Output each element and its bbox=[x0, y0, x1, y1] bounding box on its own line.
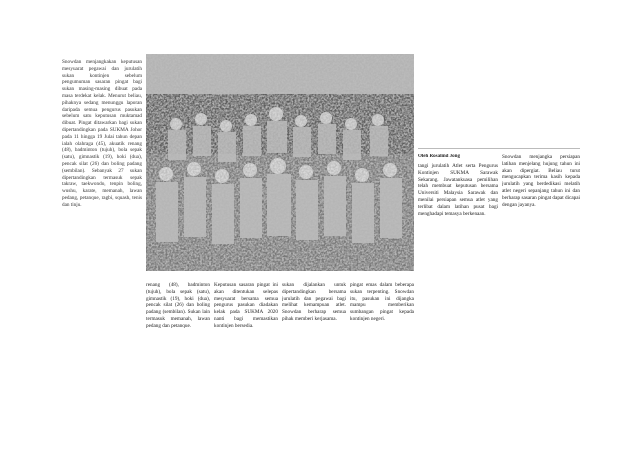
byline-2: Oleh Rosalind Jong bbox=[418, 154, 460, 159]
article-column-2: renang (48), badminton (tujuh), bola sepak (satu), gimnastik (19), hoki (dua), pencak silat (26) dan boling padang (sembilan). Sukan lain termasuk memanah, lawan pedang dan petanque. bbox=[146, 282, 210, 329]
article-column-3: Keputusan sasaran pingat ini akan ditentukan selepas mesyuarat bersama semua pengurus pasukan diadakan kelak pada SUKMA 2020 nanti bagi memastikan kontinjen bersedia. bbox=[214, 282, 278, 329]
article-column-4: sukan dijalankan untuk dipertandingkan bersama jurulatih dan pegawai bagi melihat kemampuan atlet. Snowdan berharap semua pihak memberi kerjasama. bbox=[282, 282, 346, 322]
divider bbox=[418, 148, 580, 149]
article-column-5: pingat emas dalam beberapa sukan terpenting. Snowdan itu, pasukan ini dijangka mampu memberikan sumbangan pingat kepada kontinjen negeri. bbox=[350, 282, 414, 322]
article-column-7: Snowdan menjangka persiapan latihan menjelang hujung tahun ini akan dipergiat. Beliau turut mengucapkan terima kasih kepada jurulatih yang berdedikasi melatih atlet negeri sepanjang tahun ini dan berharap sasaran pingat dapat dicapai dengan jayanya. bbox=[502, 154, 580, 208]
article-column-1: Snowdan menjangkakan keputusan mesyuarat pegawai dan jurulatih sukan kontinjen sebelum pengumuman sasaran pingat bagi sukan masing-masing dibuat pada masa terdekat kelak. Menurut beliau, pihaknya sedang menunggu laporan daripada semua pengurus pasukan sebelum satu keputusan muktamad dibuat. Pingat ditawarkan bagi sukan dipertandingkan pada SUKMA Johor pada 11 hingga 19 Julai tahun depan ialah olahraga (45), akuatik renang (48), badminton (tujuh), bola sepak (satu), gimnastik (19), hoki (dua), pencak silat (26) dan boling padang (sembilan). Sebanyak 27 sukan dipertandingkan termasuk sepak takraw, taekwondo, tenpin boling, wushu, karate, memanah, lawan pedang, petanque, ragbi, squash, tenis dan tinju. bbox=[62, 59, 142, 208]
article-column-6: Oleh Rosalind Jong tangi jurulatih Atlet serta Pengurus Kontinjen SUKMA Sarawak Sekarang. Jawatankuasa pemilihan telah membuat keputusan bersama Universiti Malaysia Sarawak dan menilai persiapan semua atlet yang terlibat dalam latihan pusat bagi menghadapi temasya berkenaan. bbox=[418, 154, 498, 217]
article-photo bbox=[146, 54, 414, 271]
